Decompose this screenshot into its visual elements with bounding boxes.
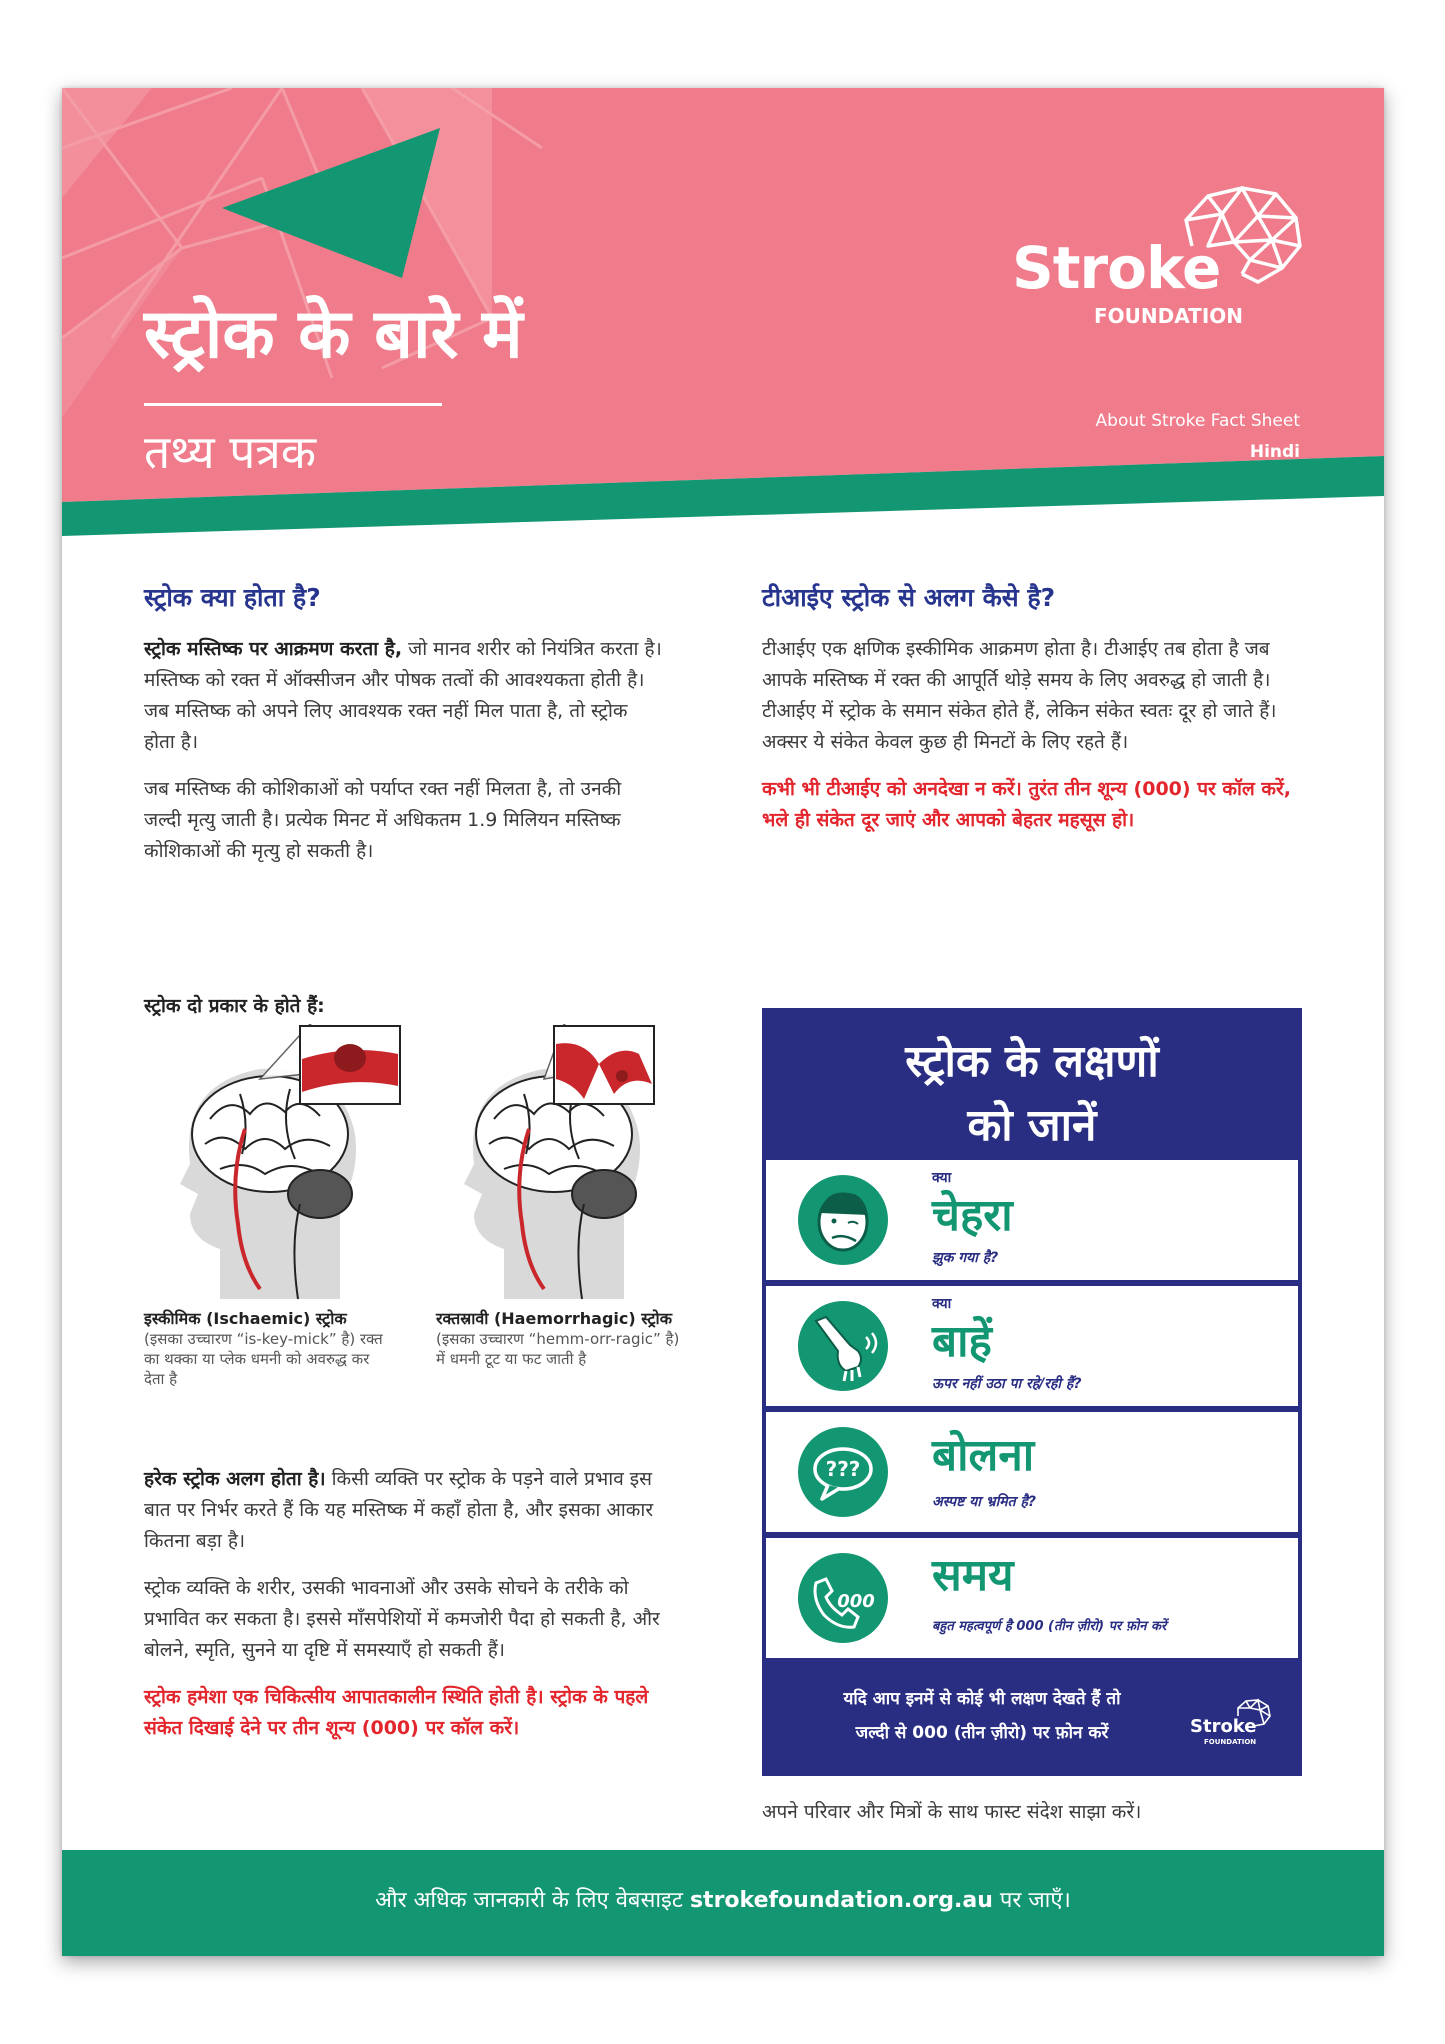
page-subtitle: तथ्य पत्रक — [144, 425, 317, 479]
arms-kya: क्या — [932, 1296, 952, 1312]
fast-footer-message — [792, 1682, 1172, 1750]
fast-row-face — [766, 1160, 1298, 1280]
logo-subtext: FOUNDATION — [1094, 304, 1243, 328]
stroke-attack-text: जो मानव शरीर को नियंत्रित करता है। मस्तिष्क को रक्त में ऑक्सीजन और पोषक तत्वों की आवश्यकता होती है। जब मस्तिष्क को अपने लिए आवश्यक रक्त नहीं मिल पाता है, तो स्ट्रोक होता है। — [144, 638, 662, 753]
green-triangle — [222, 128, 440, 278]
fast-footer-line2: जल्दी से 000 (तीन ज़ीरो) पर फ़ोन करें — [855, 1723, 1109, 1743]
face-word: चेहरा — [932, 1190, 1013, 1241]
every-stroke-bold: हरेक स्ट्रोक अलग होता है। — [144, 1468, 326, 1490]
arms-word: बाहें — [932, 1316, 992, 1367]
sheet-info — [1096, 406, 1300, 468]
footer-bar — [62, 1850, 1384, 1956]
sheet-name: About Stroke Fact Sheet — [1095, 411, 1300, 431]
fast-row-speech — [766, 1412, 1298, 1532]
logo-wordmark: Stroke — [1012, 234, 1221, 302]
what-is-stroke-section — [144, 580, 664, 883]
ischaemic-caption — [144, 1309, 394, 1389]
ischaemic-desc: (इसका उच्चारण “is-key-mick” है) रक्त का थक्का या प्लेक धमनी को अवरुद्ध कर देता है — [144, 1330, 383, 1388]
paragraph-every-stroke-different — [144, 1464, 684, 1557]
haemorrhagic-desc: (इसका उच्चारण “hemm-orr-ragic” है) में धमनी टूट या फट जाती है — [436, 1330, 680, 1368]
mini-logo-word: Stroke — [1190, 1716, 1257, 1737]
mini-stroke-logo — [1190, 1698, 1274, 1748]
title-divider — [144, 403, 442, 406]
phone-icon-text: 000 — [837, 1591, 875, 1612]
paragraph-tia: टीआईए एक क्षणिक इस्कीमिक आक्रमण होता है। टीआईए तब होता है जब आपके मस्तिष्क में रक्त की आपूर्ति थोड़े समय के लिए अवरुद्ध हो जाती है। टीआईए में स्ट्रोक के समान संकेत होते हैं, लेकिन संकेत स्वतः दूर हो जाते हैं। अक्सर ये संकेत केवल कुछ ही मिनटों के लिए रहते हैं। — [762, 638, 1277, 753]
section-heading-what-is-stroke: स्ट्रोक क्या होता है? — [144, 583, 321, 612]
speech-word: बोलना — [932, 1430, 1035, 1481]
footer-text-after: पर जाएँ। — [992, 1888, 1071, 1913]
time-note: बहुत महत्वपूर्ण है 000 (तीन ज़ीरो) पर फ़ोन करें — [932, 1619, 1167, 1634]
every-stroke-text: किसी व्यक्ति पर स्ट्रोक के पड़ने वाले प्रभाव इस बात पर निर्भर करते हैं कि यह मस्तिष्क में कहाँ होता है, और इसका आकार कितना बड़ा है। — [144, 1468, 654, 1552]
section-heading-tia: टीआईए स्ट्रोक से अलग कैसे है? — [762, 583, 1056, 612]
header-banner — [62, 88, 1384, 536]
ischaemic-stroke-illustration — [150, 1024, 410, 1304]
haemorrhagic-caption — [436, 1309, 686, 1369]
paragraph-stroke-attack — [144, 634, 664, 758]
stroke-emergency-alert: स्ट्रोक हमेशा एक चिकित्सीय आपातकालीन स्थिति होती है। स्ट्रोक के पहले संकेत दिखाई देने पर तीन शून्य (000) पर कॉल करें। — [144, 1686, 649, 1739]
tia-alert: कभी भी टीआईए को अनदेखा न करें। तुरंत तीन शून्य (000) पर कॉल करें, भले ही संकेत दूर जाएं और आपको बेहतर महसूस हो। — [762, 778, 1291, 831]
fast-footer-line1: यदि आप इनमें से कोई भी लक्षण देखते हैं तो — [843, 1689, 1121, 1709]
sheet-language: Hindi — [1249, 442, 1300, 462]
share-message: अपने परिवार और मित्रों के साथ फास्ट संदेश साझा करें। — [762, 1801, 1142, 1823]
fast-row-time — [766, 1538, 1298, 1658]
fast-title-line1: स्ट्रोक के लक्षणों — [905, 1036, 1159, 1087]
footer-text — [62, 1884, 1384, 1914]
fast-symptoms-box — [762, 1008, 1302, 1776]
arm-icon — [798, 1301, 888, 1391]
speech-note: अस्पष्ट या भ्रमित है? — [932, 1494, 1037, 1510]
ischaemic-title: इस्कीमिक (Ischaemic) स्ट्रोक — [144, 1309, 347, 1328]
page-title: स्ट्रोक के बारे में — [144, 295, 523, 374]
stroke-types-heading: स्ट्रोक दो प्रकार के होते हैं: — [144, 995, 325, 1017]
fast-footer — [762, 1662, 1302, 1776]
stroke-attack-bold: स्ट्रोक मस्तिष्क पर आक्रमण करता है, — [144, 638, 403, 660]
fast-title-line2: को जानें — [967, 1100, 1097, 1151]
speech-icon — [798, 1427, 888, 1517]
arms-note: ऊपर नहीं उठा पा रहे/रही हैं? — [932, 1376, 1082, 1392]
haemorrhagic-title: रक्तस्रावी (Haemorrhagic) स्ट्रोक — [436, 1309, 672, 1328]
tia-section — [762, 580, 1292, 852]
face-note: झुक गया है? — [932, 1250, 999, 1266]
fast-row-arms — [766, 1286, 1298, 1406]
stroke-effects-section — [144, 1464, 684, 1760]
phone-icon — [798, 1553, 888, 1643]
fact-sheet-page — [62, 88, 1384, 1956]
stroke-foundation-logo — [1012, 184, 1302, 328]
face-kya: क्या — [932, 1170, 952, 1186]
speech-icon-text: ??? — [825, 1457, 861, 1481]
paragraph-stroke-effects: स्ट्रोक व्यक्ति के शरीर, उसकी भावनाओं और उसके सोचने के तरीके को प्रभावित कर सकता है। इससे माँसपेशियों में कमजोरी पैदा हो सकती है, और बोलने, स्मृति, सुनने या दृष्टि में समस्याएँ हो सकती हैं। — [144, 1577, 660, 1661]
footer-website-link[interactable]: strokefoundation.org.au — [689, 1888, 993, 1913]
paragraph-brain-cells: जब मस्तिष्क की कोशिकाओं को पर्याप्त रक्त नहीं मिलता है, तो उनकी जल्दी मृत्यु जाती है। प्रत्येक मिनट में अधिकतम 1.9 मिलियन मस्तिष्क कोशिकाओं की मृत्यु हो सकती है। — [144, 778, 622, 862]
face-icon — [798, 1175, 888, 1265]
mini-logo-sub: FOUNDATION — [1204, 1738, 1257, 1746]
haemorrhagic-stroke-illustration — [434, 1024, 694, 1304]
fast-title — [762, 1030, 1302, 1158]
time-word: समय — [932, 1550, 1014, 1601]
footer-text-before: और अधिक जानकारी के लिए वेबसाइट — [375, 1888, 690, 1913]
